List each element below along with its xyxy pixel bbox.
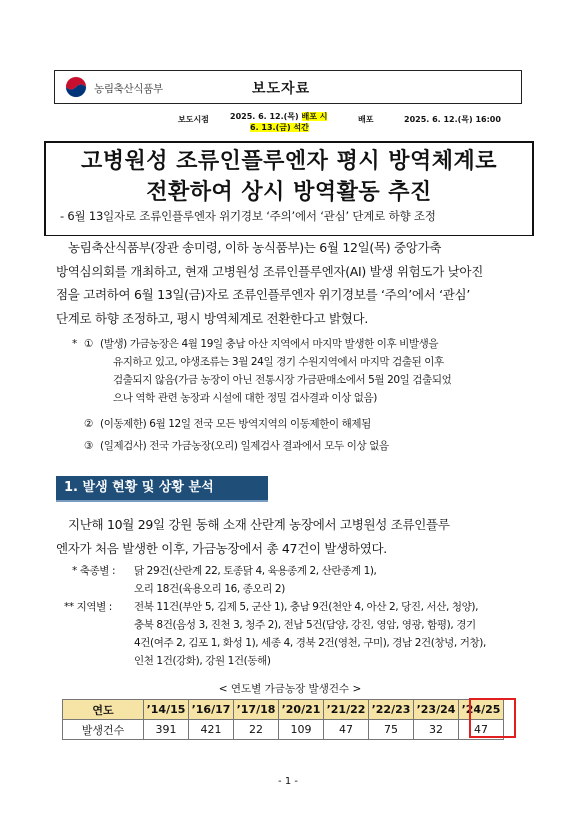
species-label: * 축종별 : [72,565,116,577]
note2-mark: ② [84,418,94,430]
note1-line: 유지하고 있고, 야생조류는 3월 24일 경기 수원지역에서 마지막 검출된 이후 [113,356,444,368]
table-cell: 421 [189,720,234,740]
table-cell: 32 [414,720,459,740]
title-line1: 고병원성 조류인플루엔자 평시 방역체계로 [80,149,497,174]
doc-type: 보도자료 [252,81,311,97]
note1 [100,335,451,407]
lead-line: 방역심의회를 개최하고, 현재 고병원성 조류인플루엔자(AI) 발생 위험도가 낮아진 [56,263,483,279]
table-row-label: 발생건수 [63,720,144,740]
table-cell: 109 [279,720,324,740]
table-cell: 75 [369,720,414,740]
table-year: ’24/25 [459,700,504,720]
species [134,562,377,598]
table-cell: 47 [459,720,504,740]
region-line: 충북 8건(음성 3, 진천 3, 청주 2), 전남 5건(담양, 강진, 영암, 영광, 함평), 경기 [134,619,476,631]
lead-line: 단계로 하향 조정하고, 평시 방역체계로 전환한다고 밝혔다. [56,310,368,326]
table-row [63,720,504,740]
release-line2 [250,122,309,133]
section-heading: 1. 발생 현황 및 상황 분석 [56,476,268,500]
section-underline [56,500,268,502]
note2: (이동제한) 6월 12일 전국 모든 방역지역의 이동제한이 해제됨 [100,418,371,430]
page-title [44,146,534,208]
release-date: 2025. 6. 12.(목) [230,112,299,121]
region-line: 4건(여주 2, 김포 1, 화성 1), 세종 4, 경북 2건(영천, 구미), 경남 2건(창녕, 거창), [134,637,486,649]
lead-paragraph [56,236,528,330]
section1-paragraph [56,513,528,560]
table-cell: 391 [144,720,189,740]
lead-line: 농림축산식품부(장관 송미령, 이하 농식품부)는 6월 12일(목) 중앙가축 [68,240,442,255]
section1-line: 지난해 10월 29일 강원 동해 소재 산란계 농장에서 고병원성 조류인플루 [68,517,450,532]
ministry-logo-icon [64,76,88,98]
release-label: 보도시점 [178,115,209,124]
table-header-row [63,700,504,720]
region-label: ** 지역별 : [64,601,112,613]
title-line2: 전환하여 상시 방역활동 추진 [146,180,432,205]
page-number: - 1 - [278,776,298,787]
note1-mark: ① [84,338,94,350]
release-line1 [230,111,327,122]
note1-line: 검출되지 않음(가금 농장이 아닌 전통시장 가금판매소에서 5월 20일 검출되었 [113,374,452,386]
species-line: 닭 29건(산란계 22, 토종닭 4, 육용종계 2, 산란종계 1), [134,565,377,577]
distribute-value: 2025. 6. 12.(목) 16:00 [404,115,501,124]
note3: (일제검사) 전국 가금농장(오리) 일제검사 결과에서 모두 이상 없음 [100,440,389,452]
distribute-label: 배포 [358,115,374,124]
table-year: ’23/24 [414,700,459,720]
note-star: * [72,338,77,350]
subtitle: - 6월 13일자로 조류인플루엔자 위기경보 ‘주의’에서 ‘관심’ 단계로 하향 조정 [60,209,436,223]
note1-line: (발생) 가금농장은 4월 19일 충남 아산 지역에서 마지막 발생한 이후 비발생을 [100,338,439,350]
ministry-name: 농림축산식품부 [94,83,163,95]
species-line: 오리 18건(육용오리 16, 종오리 2) [134,583,285,595]
lead-line: 점을 고려하여 6월 13일(금)자로 조류인플루엔자 위기경보를 ‘주의’에서 ‘관심’ [56,287,470,302]
region [134,598,486,670]
table-cell: 22 [234,720,279,740]
section1-line: 엔자가 처음 발생한 이후, 가금농장에서 총 47건이 발생하였다. [56,540,387,556]
release-highlight: 배포 시 [301,112,328,121]
table-year: ’22/23 [369,700,414,720]
note1-line: 으나 역학 관련 농장과 시설에 대한 정밀 검사결과 이상 없음) [113,392,377,404]
table-year: ’14/15 [144,700,189,720]
current-season-highlight [469,698,516,738]
table-year: ’20/21 [279,700,324,720]
table-year: ’16/17 [189,700,234,720]
region-line: 인천 1건(강화), 강원 1건(동해) [134,655,271,667]
table-caption: < 연도별 가금농장 발생건수 > [218,683,362,695]
table-cell: 47 [324,720,369,740]
table-year: ’21/22 [324,700,369,720]
table-header-label: 연도 [63,700,144,720]
table-year: ’17/18 [234,700,279,720]
release-line2-text: 6. 13.(금) 석간 [250,123,309,132]
note3-mark: ③ [84,440,94,452]
outbreak-table [62,699,504,740]
region-line: 전북 11건(부안 5, 김제 5, 군산 1), 충남 9건(천안 4, 아산 2, 당진, 서산, 청양), [134,601,479,613]
